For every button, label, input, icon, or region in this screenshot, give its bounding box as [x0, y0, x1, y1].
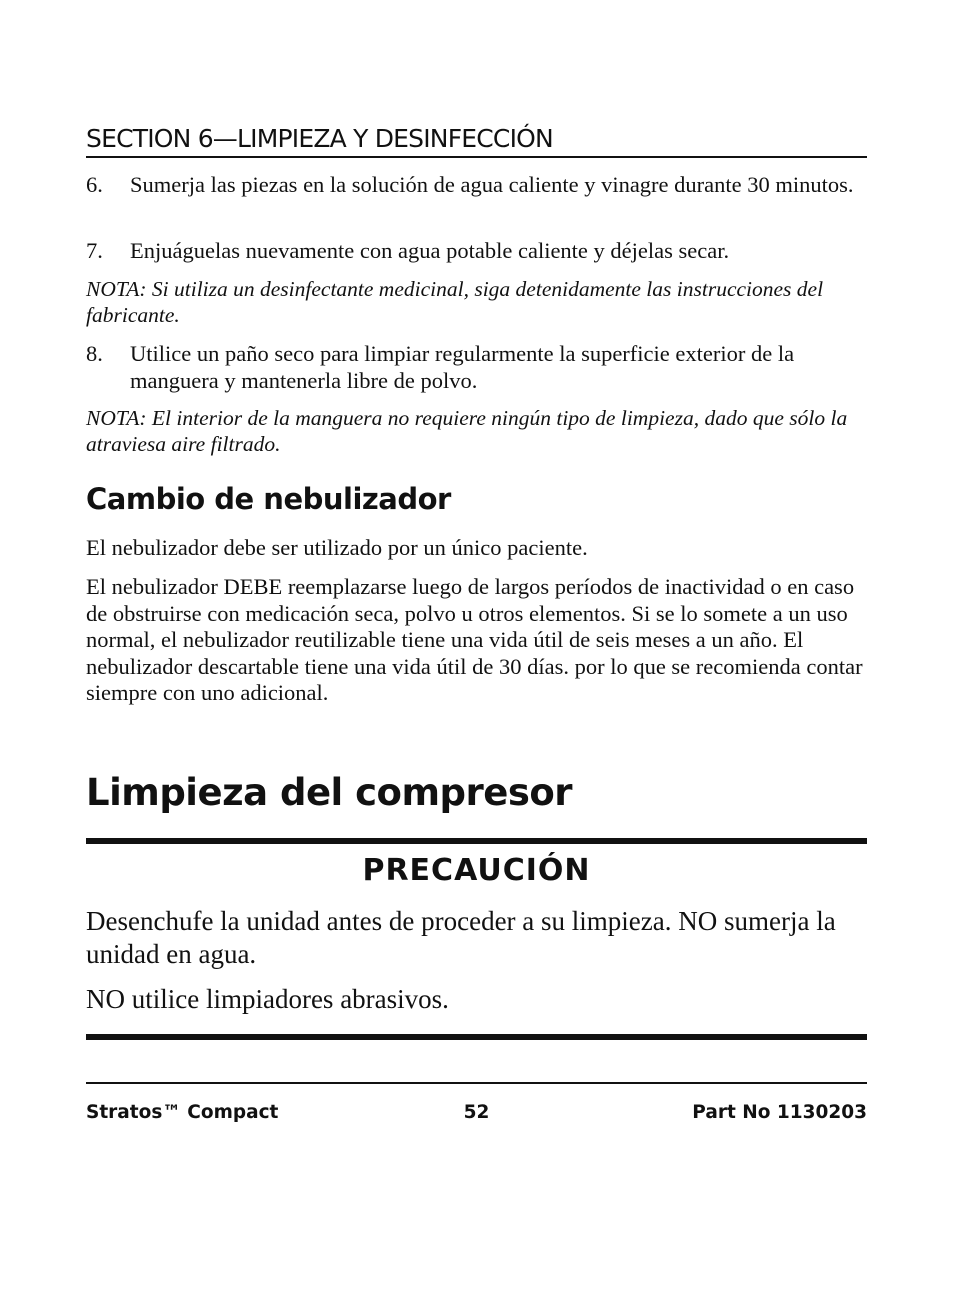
step-text: Utilice un paño seco para limpiar regularmente la superficie exterior de la manguera y mantenerla libre de polvo. [130, 341, 795, 393]
nebulizer-heading: Cambio de nebulizador [86, 482, 451, 516]
note-hose-interior: NOTA: El interior de la manguera no requiere ningún tipo de limpieza, dado que sólo la atraviesa aire filtrado. [86, 406, 848, 456]
step-number: 8. [86, 341, 103, 366]
nebulizer-paragraph-1: El nebulizador debe ser utilizado por un único paciente. [86, 535, 588, 560]
caution-bottom-rule [86, 1034, 867, 1040]
caution-top-rule [86, 838, 867, 844]
section-header: SECTION 6—LIMPIEZA Y DESINFECCIÓN [86, 122, 867, 158]
compressor-heading: Limpieza del compresor [86, 771, 573, 814]
nebulizer-paragraph-2: El nebulizador DEBE reemplazarse luego de largos períodos de inactividad o en caso de obstruirse con medicación seca, polvo u otros elementos. Si se lo somete a un uso normal, el nebulizador reutilizable tiene una vida útil de seis meses a un año. El nebulizador descartable tiene una vida útil de 30 días. por lo que se recomienda contar siempre con uno adicional. [86, 574, 863, 705]
footer-page-number: 52 [463, 1102, 490, 1123]
step-number: 7. [86, 238, 103, 263]
caution-text-1: Desenchufe la unidad antes de proceder a su limpieza. NO sumerja la unidad en agua. [86, 906, 836, 969]
footer-product: Stratos™ Compact [86, 1102, 279, 1123]
step-text: Enjuáguelas nuevamente con agua potable caliente y déjelas secar. [130, 238, 730, 263]
step-text: Sumerja las piezas en la solución de agua caliente y vinagre durante 30 minutos. [130, 172, 854, 197]
caution-text-2: NO utilice limpiadores abrasivos. [86, 984, 449, 1014]
footer-rule [86, 1082, 867, 1084]
caution-title: PRECAUCIÓN [362, 853, 591, 888]
step-number: 6. [86, 172, 103, 197]
note-disinfectant: NOTA: Si utiliza un desinfectante medicinal, siga detenidamente las instrucciones del fabricante. [86, 277, 824, 327]
footer-part-number: Part No 1130203 [692, 1102, 867, 1123]
